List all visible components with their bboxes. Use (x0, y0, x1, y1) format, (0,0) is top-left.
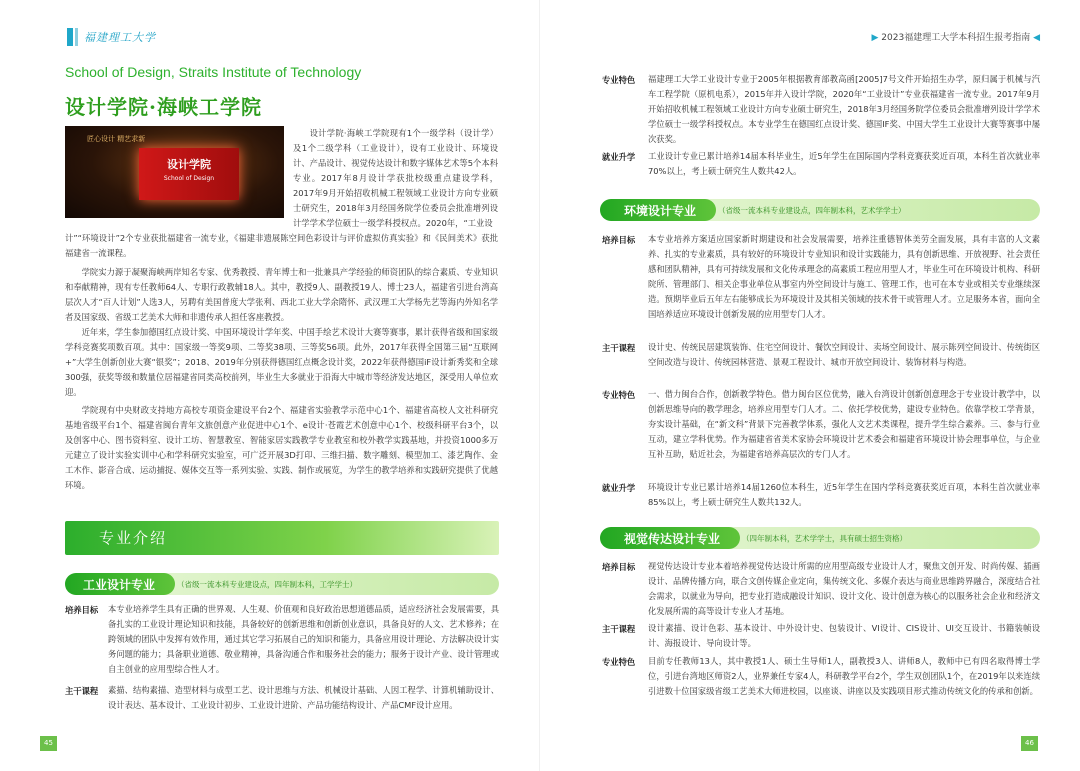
visual-feature-label: 专业特色 (602, 657, 636, 667)
photo-slogan: 匠心设计 精艺求新 (87, 135, 146, 143)
guide-header (872, 30, 1041, 43)
intro-paragraph-continued: 计”“环境设计”2个专业获批福建省一流专业，《福建非遗展陈空间色彩设计与评价虚拟仿真实验》和《民间美术》获批福建省一流课程。 (65, 233, 498, 258)
english-title: School of Design, Straits Institute of Technology (65, 64, 362, 80)
industrial-design-name: 工业设计专业 (83, 578, 156, 592)
header-marker-end-icon: ◀ (1033, 33, 1040, 43)
visual-communication-name: 视觉传达设计专业 (624, 532, 721, 546)
header-marker-icon: ▶ (871, 33, 879, 43)
intro-paragraph: 设计学院·海峡工学院现有1个一级学科（设计学）及1个二级学科（工业设计），设有工业设计、环境设计、产品设计、视觉传达设计和数字媒体艺术等5个本科专业。2017年8月设计学获批校级重点建设学科，2017年9月开始招收机械工程领域工业设计方向专业硕士研究生，2018年3月经国务院学位委员会批准增列设计学学术学位硕士一级学科授权点。2020年，“工业设 (293, 128, 498, 228)
majors-banner-title: 专业介绍 (99, 529, 168, 547)
industrial-course-label: 主干课程 (65, 686, 99, 696)
industrial-design-heading (65, 573, 499, 595)
logo-mark-secondary-icon (75, 28, 78, 46)
env-feature-label: 专业特色 (602, 390, 636, 400)
env-goal-text: 本专业培养方案适应国家新时期建设和社会发展需要，培养注重德智体美劳全面发展，具有丰富的人文素养、扎实的专业素质，具有较好的环境设计专业知识和设计实践能力，具有创新思维、开放视野、社会责任感和团队精神，具有可持续发展和文化传承理念的高素质工程应用型人才，毕业生可在环境设计机构、科研院所、管理部门、相关企事业单位从事室内外空间设计与施工、管理工作，也可在本专业或相关专业继续深造。预期毕业后五年左右能够成长为环境设计及其相关领域的技术骨干或管理人才。立足服务本省，面向全国培养适应环境设计创新发展的应用型专门人才。 (648, 234, 1040, 319)
visual-course-text: 设计素描、设计色彩、基本设计、中外设计史、包装设计、VI设计、CIS设计、UI交互设计、书籍装帧设计、海报设计、导向设计等。 (648, 623, 1040, 648)
sign-cn-text: 设计学院 (167, 158, 211, 171)
env-feature-text: 一、借力闽台合作，创新教学特色。借力闽台区位优势，融入台湾设计创新创意理念于专业设计教学中，以创新思维导向的教学理念，培养应用型专门人才。二、依托学校优势，建设专业特色。依靠学校工学背景，夯实设计基础，在“新文科”背景下完善教学体系，强化人文艺术类课程，提升学生综合素养。三、参与行业互动，建立学科优势。作为福建省省美术家协会环境设计艺术委会和福建省环境设计协会理事单位，与企业互补互助，贴近社会，为福建省培养高层次的专门人才。 (648, 389, 1040, 459)
industrial-feature-label: 专业特色 (602, 75, 636, 85)
industrial-job-label: 就业升学 (602, 152, 636, 162)
school-sign (139, 148, 239, 200)
env-job-text: 环境设计专业已累计培养14届1260位本科生，近5年学生在国内学科竞赛获奖近百项，本科生首次就业率85%以上，考上硕士研究生人数共132人。 (648, 482, 1040, 507)
right-page (540, 0, 1080, 771)
logo-mark-icon (67, 28, 73, 46)
env-course-text: 设计史、传统民居建筑装饰、住宅空间设计、餐饮空间设计、卖场空间设计、展示陈列空间设计、传统街区空间改造与设计、传统园林营造、景观工程设计、城市开放空间设计、装饰材料与构造。 (648, 342, 1040, 367)
industrial-job-text: 工业设计专业已累计培养14届本科毕业生，近5年学生在国际国内学科竞赛获奖近百项，本科生首次就业率70%以上，考上硕士研究生人数共42人。 (648, 151, 1040, 176)
visual-communication-heading (600, 527, 1040, 549)
majors-banner (65, 521, 499, 555)
industrial-goal-text: 本专业培养学生具有正确的世界观、人生观、价值观和良好政治思想道德品质，适应经济社会发展需要，具备扎实的工业设计理论知识和技能，具备较好的创新思维和创新创业意识，具备良好的人文、艺术修养；在跨领域的团队中发挥有效作用，通过其它学习拓展自己的知识和能力，具备应用设计理论、方法解决设计实务问题的能力；具备职业道德、敬业精神，具备沟通合作和服务社会的能力；服务于设计产业、设计管理或自主创业的应用型综合性人才。 (108, 604, 499, 674)
env-goal-label: 培养目标 (602, 235, 636, 245)
environment-design-subtitle: （省级一流本科专业建设点，四年制本科，艺术学学士） (718, 206, 906, 215)
env-course-label: 主干课程 (602, 343, 636, 353)
industrial-goal-label: 培养目标 (65, 605, 99, 615)
guide-title: 2023福建理工大学本科招生报考指南 (881, 33, 1031, 43)
environment-design-heading (600, 199, 1040, 221)
page-number-left: 45 (40, 736, 57, 751)
visual-communication-subtitle: （四年制本科，艺术学学士，具有硕士招生资格） (742, 534, 907, 543)
industrial-design-subtitle: （省级一流本科专业建设点，四年制本科，工学学士） (177, 580, 357, 589)
sign-en-text: School of Design (163, 175, 215, 182)
industrial-course-text: 素描、结构素描、造型材料与成型工艺、设计思维与方法、机械设计基础、人因工程学、计算机辅助设计、设计表达、基本设计、工业设计初步、工业设计进阶、产品功能结构设计、产品CMF设计应用。 (108, 685, 499, 710)
visual-goal-text: 视觉传达设计专业本着培养视觉传达设计所需的应用型高级专业设计人才，聚焦文创开发、时尚传媒、插画设计、品牌传播方向，联合文创传媒企业定向，集传统文化、多媒介表达与商业思维跨界融合，深度结合社会需求，以就业为导向，把专业打造成融设计知识、设计文化、设计创意为核心的以服务社会企业和经济文化发展所需的高等设计专业人才基地。 (648, 561, 1040, 616)
page-number-right: 46 (1021, 736, 1038, 751)
environment-design-name: 环境设计专业 (624, 204, 697, 218)
school-sign-photo (65, 126, 284, 218)
university-logo-text: 福建理工大学 (84, 31, 156, 44)
visual-goal-label: 培养目标 (602, 562, 636, 572)
visual-course-label: 主干课程 (602, 624, 636, 634)
visual-feature-text: 目前专任教师13人，其中教授1人、硕士生导师1人，副教授3人、讲师8人，教师中已有四名取得博士学位，引进台湾地区师资2人，业界兼任专家4人，科研教学平台2个，学生双创团队1个，在2019年以来连续引进数十位国家级省级工艺美术大师进校园，以座谈、讲座以及实践项目形式推动传统文化的传承和创新。 (648, 656, 1040, 696)
faculty-paragraph: 学院实力源于凝聚海峡两岸知名专家、优秀教授、青年博士和一批兼具产学经验的师资团队的综合素质、专业知识和奉献精神，现有专任教师64人、专职行政教辅18人。其中，教授9人、副教授19人、博士23人，福建省引进台湾高层次人才“百人计划”人选3人，另聘有美国普度大学张利、西北工业大学余隋怀、武汉理工大学杨先艺等海内外知名学者及国家级、省级工艺美术大师和非遗传承人担任客座教授。 (65, 267, 498, 322)
industrial-feature-text: 福建理工大学工业设计专业于2005年根据教育部教高函[2005]7号文件开始招生办学，原归属于机械与汽车工程学院（原机电系），2015年并入设计学院，2020年“工业设计”专业获福建省一流专业。2017年9月开始招收机械工程领域工业设计方向专业硕士研究生，2018年3月经国务院学位委员会批准增列设计学学术学位硕士一级学科授权点。本专业学生在德国红点设计奖、德国IF奖、中国大学生工业设计大赛等赛事中屡次获奖。 (648, 74, 1040, 144)
awards-paragraph: 近年来，学生参加德国红点设计奖、中国环境设计学年奖、中国手绘艺术设计大赛等赛事，累计获得省级和国家级学科竞赛奖项数百项。其中：国家级一等奖9项、二等奖38项、三等奖56项。此外，2017年获得全国第三届“互联网+”大学生创新创业大赛“银奖”；2018、2019年分别获得德国红点概念设计奖，2022年获得德国iF设计新秀奖和全球300强，获奖等级和数量位居福建省同类高校前列，毕业生大多就业于沿海大中城市等经济发达地区，深受用人单位欢迎。 (65, 327, 498, 397)
env-job-label: 就业升学 (602, 483, 636, 493)
facilities-paragraph: 学院现有中央财政支持地方高校专项资金建设平台2个、福建省实验教学示范中心1个、福建省高校人文社科研究基地省级平台1个、福建省闽台青年文旅创意产业促进中心1个、e设计·苍霞艺术创意中心1个、校级科研平台3个，以及创客中心、图书资料室、设计工坊、智慧教室、智能家居实践教学专业教室和校外教学实践基地，并投资1000多万元建立了设计实验实训中心和学科研究实验室，可广泛开展3D打印、三维扫描、数字雕刻、模型加工、漆艺陶作、金工木作、影音合成、运动捕捉、媒体交互等一系列实验、实践、制作或展览，为学生的教学培养和实践研究提供了优越环境。 (65, 405, 498, 490)
chinese-title: 设计学院·海峡工学院 (65, 95, 262, 119)
